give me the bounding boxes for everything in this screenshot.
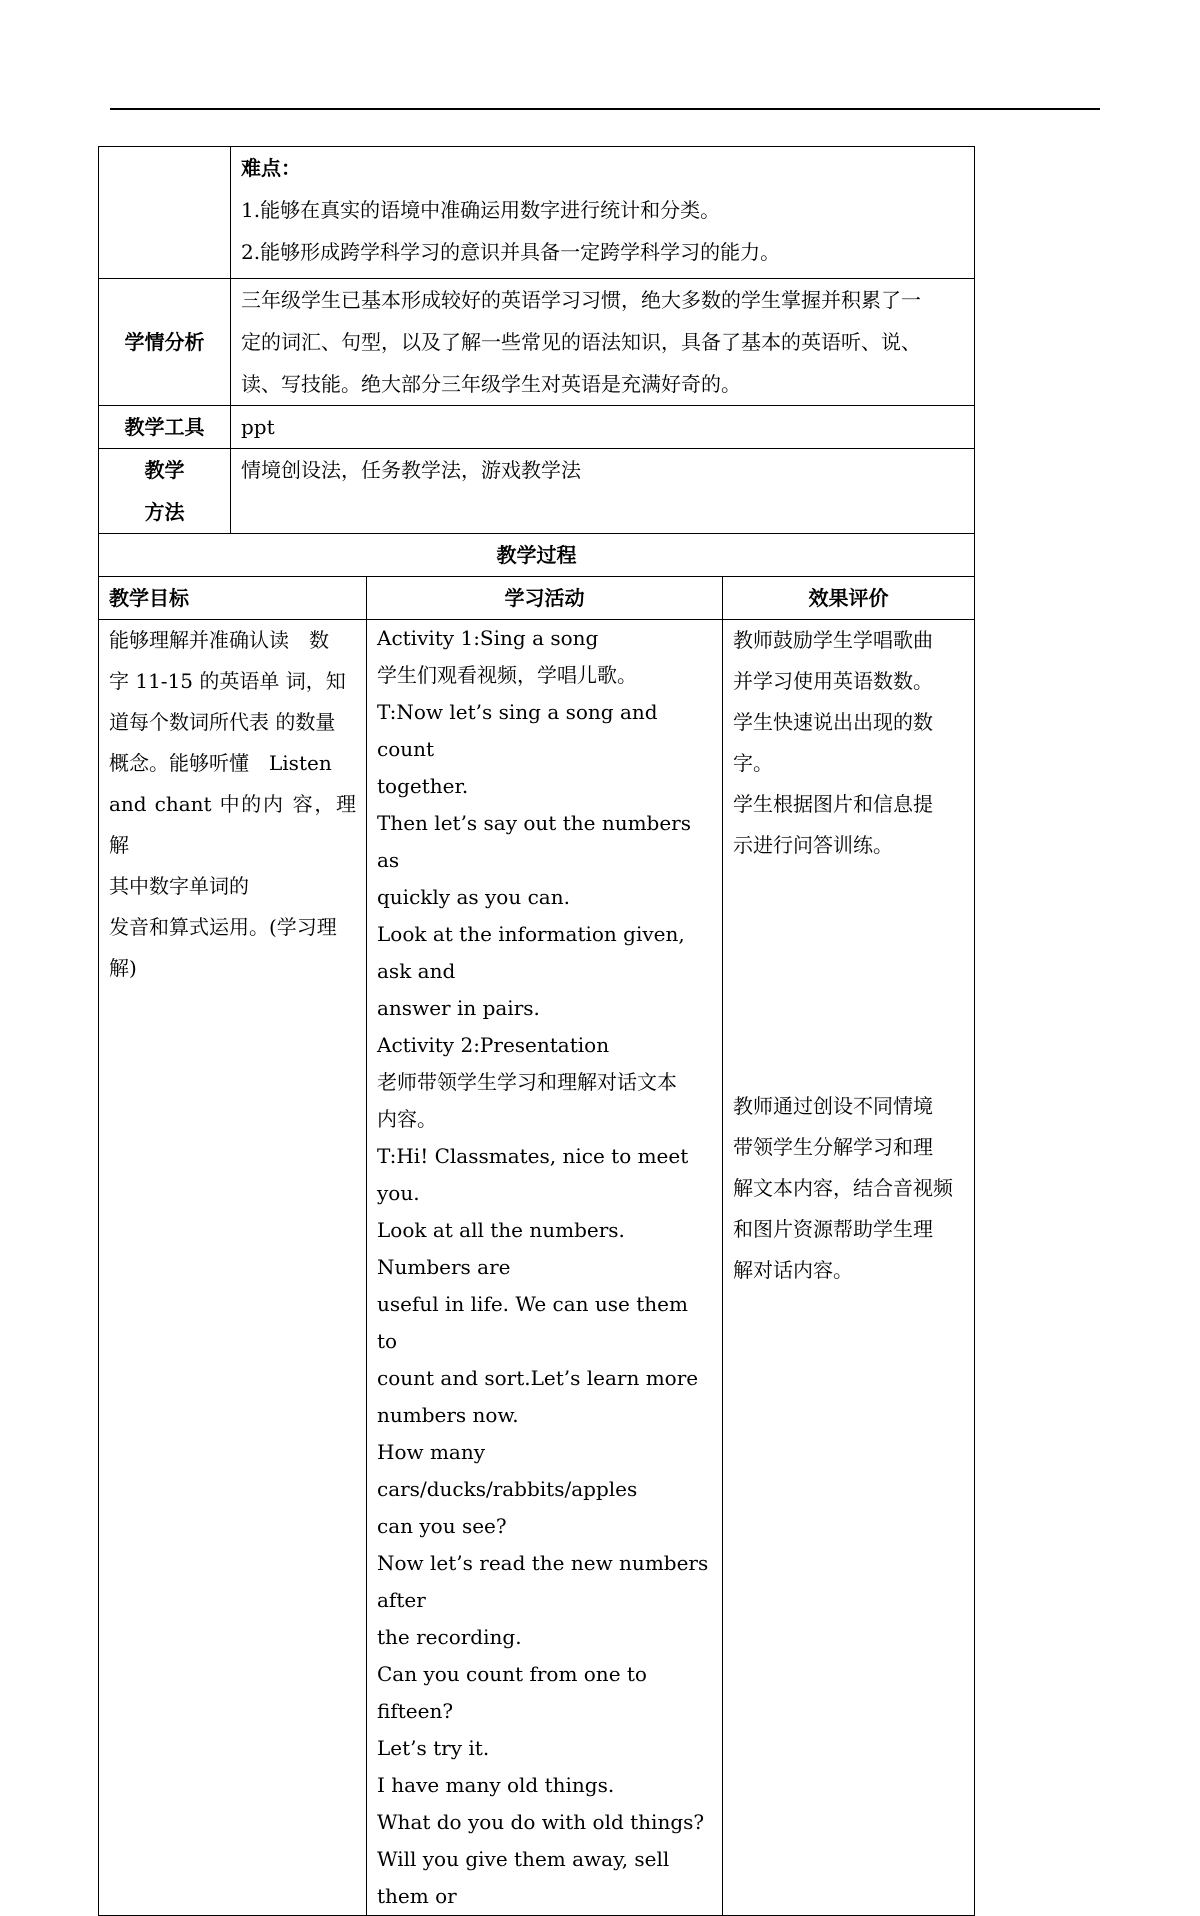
difficulty-item-1: 1.能够在真实的语境中准确运用数字进行统计和分类。 [241,198,721,222]
goal-line-8: 解) [109,956,137,980]
tools-label: 教学工具 [99,406,231,449]
evaluation-cell [723,620,975,1916]
goal-line-5: and chant 中的内 容，理解 [109,792,356,857]
activity-line-2: 学生们观看视频，学唱儿歌。 [377,663,637,687]
student-analysis-line-2: 定的词汇、句型，以及了解一些常见的语法知识，具备了基本的英语听、说、 [241,330,921,354]
difficulty-heading: 难点： [241,156,301,180]
methods-label-line-1: 教学 [144,458,185,482]
activity-line-10: 老师带领学生学习和理解对话文本 [377,1070,677,1094]
column-header-activity: 学习活动 [367,577,723,620]
difficulty-item-2: 2.能够形成跨学科学习的意识并具备一定跨学科学习的能力。 [241,240,781,264]
difficulty-label-cell [99,147,231,279]
difficulty-content [231,147,975,279]
tools-value: ppt [231,406,975,449]
activity-line-6: quickly as you can. [377,885,570,909]
activity-line-24: What do you do with old things? [377,1810,705,1834]
activity-line-7: Look at the information given, ask and [377,922,685,983]
activity-line-22: Let’s try it. [377,1736,490,1760]
evaluation-2-line-1: 教师通过创设不同情境 [733,1094,933,1118]
header-rule [110,108,1100,110]
evaluation-2-line-3: 解文本内容，结合音视频 [733,1176,953,1200]
goal-line-1: 能够理解并准确认读 数 [109,628,329,652]
activity-line-15: count and sort.Let’s learn more [377,1366,699,1390]
process-header-row [99,577,975,620]
methods-label [99,449,231,534]
activity-line-16: numbers now. [377,1403,519,1427]
process-title: 教学过程 [99,534,975,577]
activity-line-3: T:Now let’s sing a song and count [377,700,658,761]
activity-line-9: Activity 2:Presentation [377,1033,610,1057]
methods-label-line-2: 方法 [144,500,185,524]
lesson-plan-table [98,146,975,1916]
goal-line-3: 道每个数词所代表 的数量 [109,710,336,734]
evaluation-block-1 [733,620,964,866]
student-analysis-content [231,279,975,406]
activity-line-5: Then let’s say out the numbers as [377,811,692,872]
difficulty-row [99,147,975,279]
student-analysis-row [99,279,975,406]
activity-line-20: the recording. [377,1625,522,1649]
student-analysis-label: 学情分析 [99,279,231,406]
activity-line-17: How many cars/ducks/rabbits/apples [377,1440,638,1501]
evaluation-1-line-1: 教师鼓励学生学唱歌曲 [733,628,933,652]
activity-line-23: I have many old things. [377,1773,615,1797]
methods-value: 情境创设法，任务教学法，游戏教学法 [231,449,975,534]
activity-cell [367,620,723,1916]
activity-line-25: Will you give them away, sell them or [377,1847,670,1908]
evaluation-block-2 [733,1086,964,1291]
evaluation-1-line-4: 字。 [733,751,773,775]
goal-line-6: 其中数字单词的 [109,874,249,898]
student-analysis-line-1: 三年级学生已基本形成较好的英语学习习惯，绝大多数的学生掌握并积累了一 [241,288,921,312]
activity-line-1: Activity 1:Sing a song [377,626,599,650]
column-header-goal: 教学目标 [99,577,367,620]
goal-line-2: 字 11-15 的英语单 词，知 [109,669,346,693]
goal-line-7: 发音和算式运用。(学习理 [109,915,337,939]
column-header-evaluation: 效果评价 [723,577,975,620]
activity-line-11: 内容。 [377,1107,437,1131]
evaluation-1-line-5: 学生根据图片和信息提 [733,792,933,816]
activity-line-21: Can you count from one to fifteen? [377,1662,647,1723]
tools-row [99,406,975,449]
activity-line-12: T:Hi! Classmates, nice to meet you. [377,1144,689,1205]
evaluation-2-line-5: 解对话内容。 [733,1258,853,1282]
activity-line-4: together. [377,774,469,798]
evaluation-1-line-2: 并学习使用英语数数。 [733,669,933,693]
process-title-row [99,534,975,577]
student-analysis-line-3: 读、写技能。绝大部分三年级学生对英语是充满好奇的。 [241,372,741,396]
goal-cell [99,620,367,1916]
evaluation-2-line-2: 带领学生分解学习和理 [733,1135,933,1159]
activity-line-18: can you see? [377,1514,507,1538]
evaluation-1-line-6: 示进行问答训练。 [733,833,893,857]
methods-row [99,449,975,534]
activity-line-14: useful in life. We can use them to [377,1292,688,1353]
activity-line-19: Now let’s read the new numbers after [377,1551,709,1612]
process-content-row [99,620,975,1916]
evaluation-1-line-3: 学生快速说出出现的数 [733,710,933,734]
evaluation-2-line-4: 和图片资源帮助学生理 [733,1217,933,1241]
goal-line-4: 概念。能够听懂 Listen [109,751,332,775]
activity-line-13: Look at all the numbers. Numbers are [377,1218,625,1279]
activity-line-8: answer in pairs. [377,996,540,1020]
